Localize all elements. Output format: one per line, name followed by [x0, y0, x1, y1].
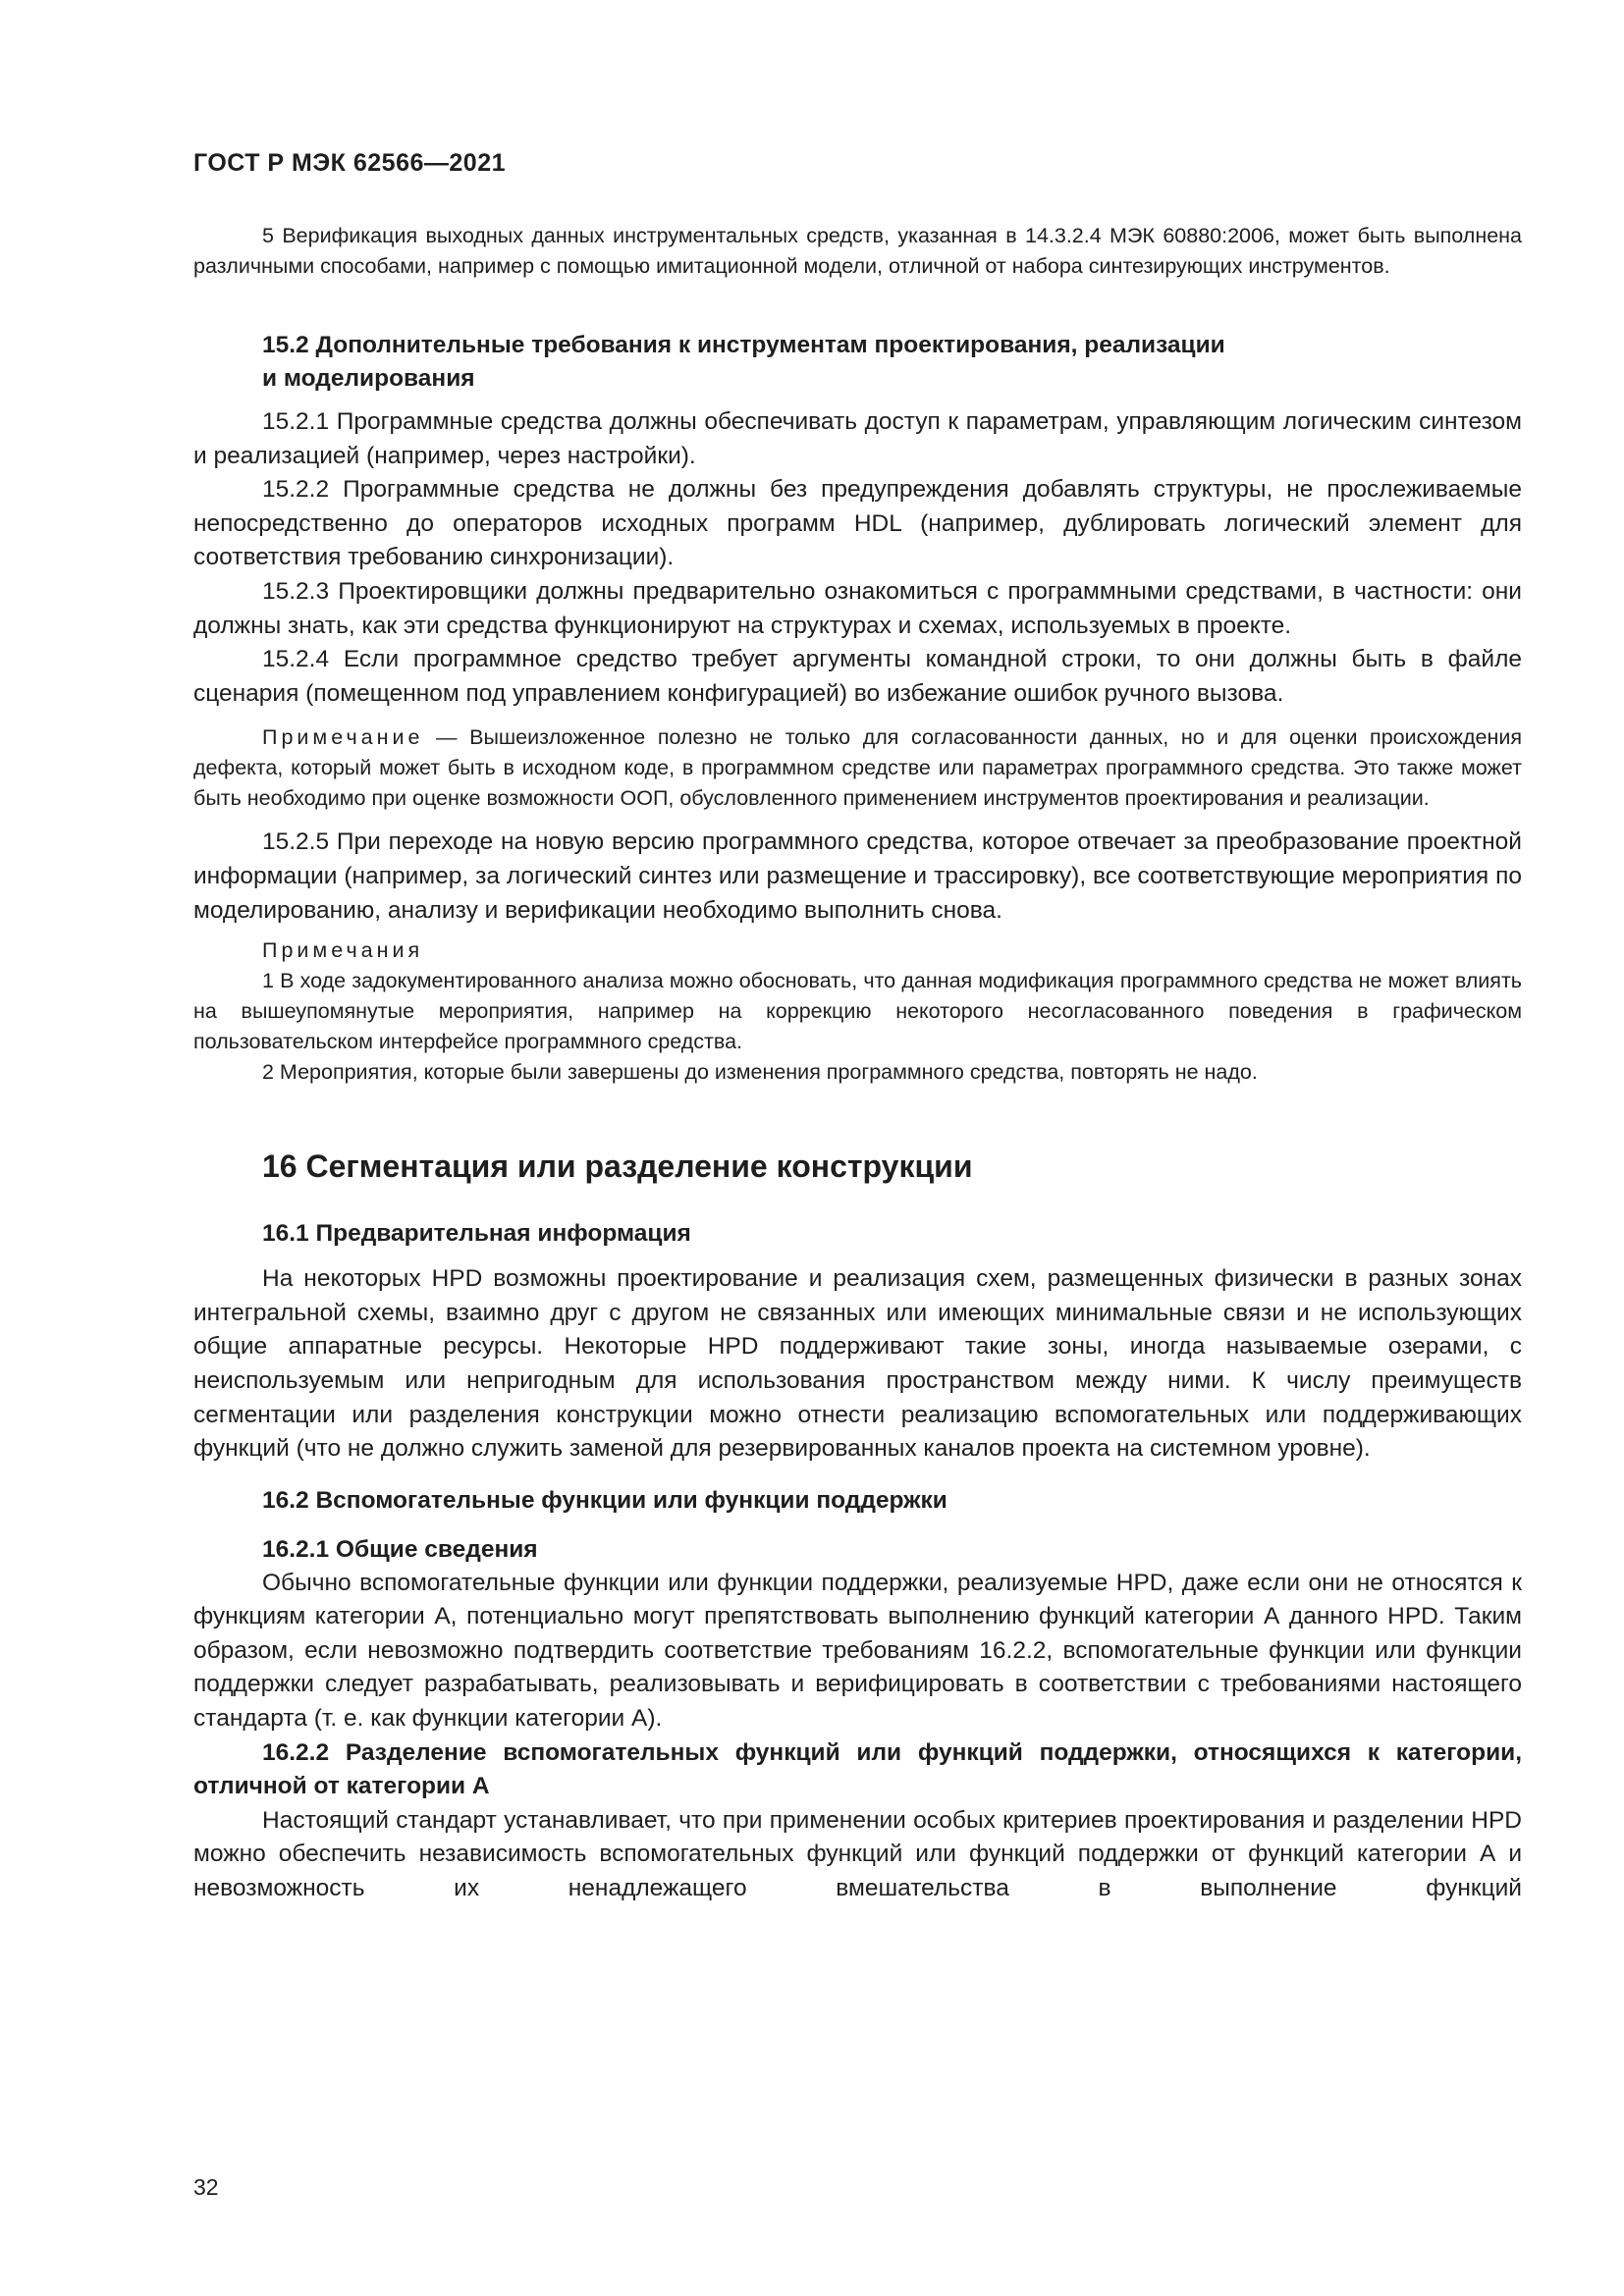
section-16-1-heading: 16.1 Предварительная информация [262, 1220, 691, 1248]
note-15-2-4 [193, 722, 1522, 814]
paragraph-15-2-1: 15.2.1 Программные средства должны обеспечивать доступ к параметрам, управляющим логическим синтезом и реализацией (например, через настройки). [193, 408, 1522, 469]
section-15-2-heading-line2: и моделирования [262, 365, 475, 392]
note-label: Примечание [262, 725, 424, 750]
note-item-2: 2 Мероприятия, которые были завершены до изменения программного средства, повторять не надо. [262, 1060, 1258, 1085]
notes-label: Примечания [262, 938, 424, 963]
section-16-2-1-heading: 16.2.1 Общие сведения [262, 1535, 538, 1563]
paragraph-16-2-2: Настоящий стандарт устанавливает, что при применении особых критериев проектирования и разделении HPD можно обеспечить независимость вспомогательных функций или функций поддержки от функций категории А и невозможность их ненадлежащего вмешательства в выполнение функций [193, 1806, 1522, 1902]
paragraph-15-2-3: 15.2.3 Проектировщики должны предварительно ознакомиться с программными средствами, в частности: они должны знать, как эти средства функционируют на структурах и схемах, используемых в проекте. [193, 577, 1522, 639]
section-16-heading: 16 Сегментация или разделение конструкции [262, 1148, 973, 1185]
paragraph-16-1: На некоторых HPD возможны проектирование и реализация схем, размещенных физически в разных зонах интегральной схемы, взаимно друг с другом не связанных или имеющих минимальные связи и не использующих общие аппаратные ресурсы. Некоторые HPD поддерживают такие зоны, иногда называемые озерами, с неиспользуемым или непригодным для использования пространством между ними. К числу преимуществ сегментации или разделения конструкции можно отнести реализацию вспомогательных или поддерживающих функций (что не должно служить заменой для резервированных каналов проекта на системном уровне). [193, 1265, 1522, 1463]
paragraph-15-2-2: 15.2.2 Программные средства не должны без предупреждения добавлять структуры, не прослеживаемые непосредственно до операторов исходных программ HDL (например, дублировать логический элемент для соответствия требованию синхронизации). [193, 476, 1522, 571]
section-15-2-heading [193, 329, 1522, 396]
section-16-2-2-heading: 16.2.2 Разделение вспомогательных функций или функций поддержки, относящихся к категории, отличной от категории А [193, 1738, 1522, 1800]
page-number: 32 [193, 2174, 219, 2200]
section-16-2-heading: 16.2 Вспомогательные функции или функции поддержки [262, 1486, 947, 1514]
note-5: 5 Верификация выходных данных инструментальных средств, указанная в 14.3.2.4 МЭК 60880:2006, может быть выполнена различными способами, например с помощью имитационной модели, отличной от набора синтезирующих инструментов. [193, 224, 1522, 278]
page-content [193, 221, 1522, 1906]
document-header: ГОСТ Р МЭК 62566—2021 [193, 149, 507, 177]
paragraph-15-2-5: 15.2.5 При переходе на новую версию программного средства, которое отвечает за преобразование проектной информации (например, за логический синтез или размещение и трассировку), все соответствующие мероприятия по моделированию, анализу и верификации необходимо выполнить снова. [193, 828, 1522, 924]
note-text: — Вышеизложенное полезно не только для согласованности данных, но и для оценки происхождения дефекта, который может быть в исходном коде, в программном средстве или параметрах программного средства. Это также может быть необходимо при оценке возможности ООП, обусловленного применением инструментов проектирования и реализации. [193, 725, 1522, 811]
paragraph-15-2-4: 15.2.4 Если программное средство требует аргументы командной строки, то они должны быть в файле сценария (помещенном под управлением конфигурацией) во избежание ошибок ручного вызова. [193, 646, 1522, 707]
note-item-1: 1 В ходе задокументированного анализа можно обосновать, что данная модификация программного средства не может влиять на вышеупомянутые мероприятия, например на коррекцию некоторого несогласованного поведения в графическом пользовательском интерфейсе программного средства. [193, 969, 1522, 1054]
paragraph-16-2-1: Обычно вспомогательные функции или функции поддержки, реализуемые HPD, даже если они не относятся к функциям категории А, потенциально могут препятствовать выполнению функций категории А данного HPD. Таким образом, если невозможно подтвердить соответствие требованиям 16.2.2, вспомогательные функции или функции поддержки следует разрабатывать, реализовывать и верифицировать в соответствии с требованиями настоящего стандарта (т. е. как функции категории А). [193, 1569, 1522, 1733]
section-15-2-heading-line1: 15.2 Дополнительные требования к инструментам проектирования, реализации [262, 332, 1225, 358]
